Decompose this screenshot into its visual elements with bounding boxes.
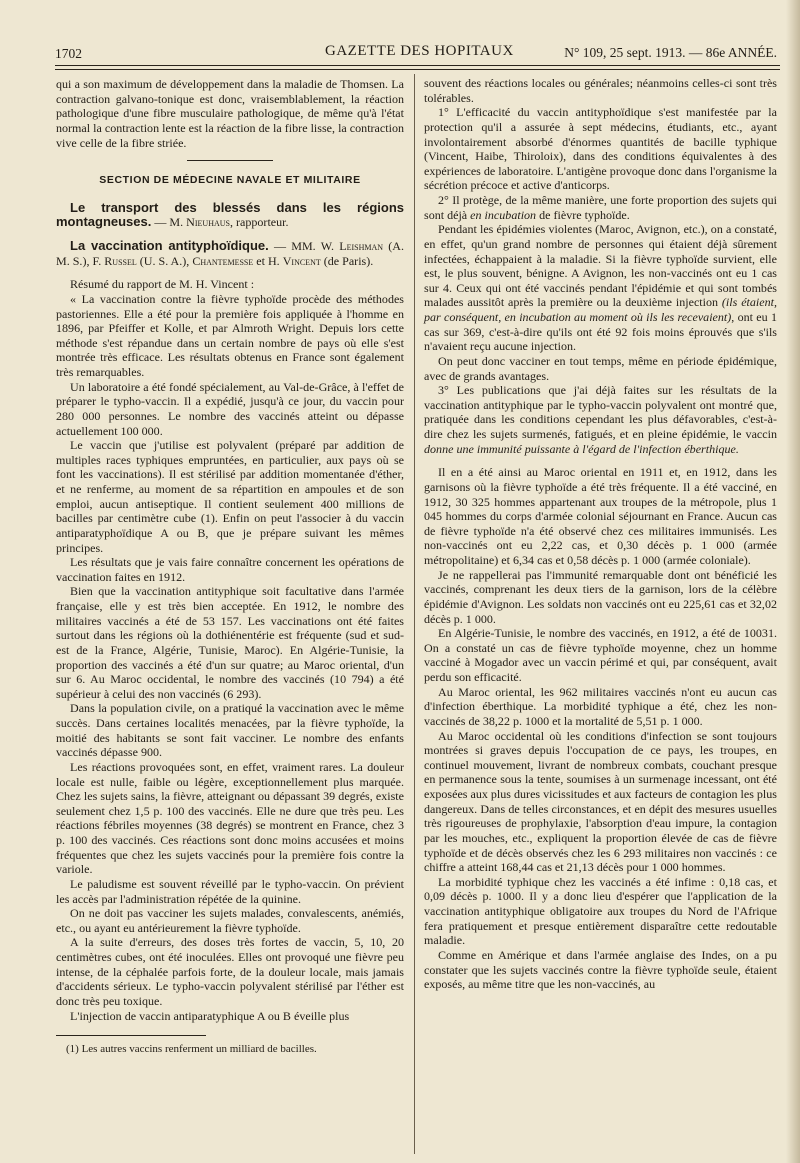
paragraph: Comme en Amérique et dans l'armée anglaise des Indes, on a pu constater que les sujets vaccinés contre la fièvre typhoïde seule, étaient exposés, au même titre que les non-vaccinés, au bbox=[424, 947, 777, 992]
paragraph: Au Maroc occidental où les conditions d'infection se sont toujours montrées si graves depuis l'occupation de ce pays, les troupes, en continuel mouvement, livrant de nombreux combats, couchant presque en permanence sous la tente, soumises à un surmenage incessant, ont été exposées aux plus dures vicissitudes et aux facteurs de contagion les plus dangereux. Dans de telles circonstances, et en dépit des mesures usuelles très rigoureuses de prophylaxie, l'absorption d'eau impure, la contagion par les mouches, etc., expliquent la proportion élevée de cas de fièvre typhoïde et de décès observés chez les 6 293 militaires non vaccinés : ce chiffre a atteint 168,44 cas et 21,13 décès pour 1 000 hommes. bbox=[424, 728, 777, 875]
author-name: Nieuhaus bbox=[186, 215, 230, 230]
paragraph: Dans la population civile, on a pratiqué la vaccination avec le même succès. Dans certaines localités menacées, par la fièvre typhoïde, la moitié des habitants se sont fait vacciner. Le nombre des enfants vaccinés dépasse 900. bbox=[56, 701, 404, 760]
paragraph: 2° Il protège, de la même manière, une forte proportion des sujets qui sont déjà en incubation de fièvre typhoïde. bbox=[424, 193, 777, 222]
author-name: Russel bbox=[104, 253, 137, 268]
paragraph: Il en a été ainsi au Maroc oriental en 1911 et, en 1912, dans les garnisons où la fièvre typhoïde a été très fréquente. Il a été vacciné, en 1912, 30 325 hommes appartenant aux troupes de la métropole, plus 1 045 hommes du corps d'armée colonial séjournant en France. Aucun cas de fièvre typhoïde n'a été observé chez ces militaires immunisés. Les non-vaccinés ont eu 2,22 cas, et 0,30 décès p. 1 000 (armée métropolitaine) et 6,34 cas et 0,58 décès p. 1 000 (armée coloniale). bbox=[424, 465, 777, 567]
footnote-rule bbox=[56, 1035, 206, 1036]
paragraph: Je ne rappellerai pas l'immunité remarquable dont ont bénéficié les vaccinés, comprenant les deux tiers de la garnison, lors de la célèbre épidémie d'Avignon. Les soldats non vaccinés ont eu 225,61 cas et 32,02 décès p. 1 000. bbox=[424, 567, 777, 626]
page-edge-shadow bbox=[786, 0, 800, 1163]
header-rule-thin bbox=[55, 69, 780, 70]
paragraph: Au Maroc oriental, les 962 militaires vaccinés n'ont eu aucun cas d'infection éberthique. La morbidité typhique a été, chez les non-vaccinés de 38,22 p. 1000 et la mortalité de 5,51 p. 1 000. bbox=[424, 684, 777, 728]
journal-title: GAZETTE DES HOPITAUX bbox=[325, 43, 514, 59]
page-number: 1702 bbox=[55, 46, 82, 61]
section-heading: SECTION DE MÉDECINE NAVALE ET MILITAIRE bbox=[99, 174, 361, 187]
author-name: Leishman bbox=[339, 239, 384, 253]
paragraph: Un laboratoire a été fondé spécialement, au Val-de-Grâce, à l'effet de préparer le typho-vaccin. Il a expédié, jusqu'à ce jour, du vaccin pour 280 000 personnes. Le nombre des vaccinés atteint ou dépasse actuellement 100 000. bbox=[56, 379, 404, 438]
paragraph: L'injection de vaccin antiparatyphique A ou B éveille plus bbox=[70, 1008, 350, 1023]
paragraph: 3° Les publications que j'ai déjà faites sur les résultats de la vaccination antityphique par le typho-vaccin polyvalent ont montré que, pratiquée dans les conditions cependant les plus défavorables, c'est-à-dire chez les sujets surmenés, fatigués, et en pleine épidémie, le vaccin donne une immunité puissante à l'égard de l'infection éberthique. bbox=[424, 383, 777, 456]
column-separator bbox=[414, 74, 415, 1154]
footnote: (1) Les autres vaccins renferment un milliard de bacilles. bbox=[66, 1043, 317, 1056]
paragraph: La morbidité typhique chez les vaccinés a été infime : 0,18 cas, et 0,09 décès p. 1000. Il y a donc lieu d'espérer que l'application de la vaccination antityphique obligatoire aux troupes du Nord de l'Afrique fera pratiquement et presque entièrement disparaître cette redoutable maladie. bbox=[424, 874, 777, 948]
paragraph: Le paludisme est souvent réveillé par le typho-vaccin. On prévient les accès par l'administration répétée de la quinine. bbox=[56, 876, 404, 906]
issue-info: N° 109, 25 sept. 1913. — 86e ANNÉE. bbox=[564, 45, 777, 60]
left-column bbox=[56, 77, 404, 1057]
headline: Le transport des blessés dans les régions montagneuses. bbox=[56, 199, 404, 230]
article-heading-transport: Le transport des blessés dans les régions montagneuses. — M. Nieuhaus, rapporteur. bbox=[56, 199, 404, 230]
summary-intro: Résumé du rapport de M. H. Vincent : bbox=[70, 277, 255, 292]
page-header bbox=[55, 38, 777, 64]
section-divider bbox=[187, 160, 273, 161]
paragraph: « La vaccination contre la fièvre typhoïde procède des méthodes pastoriennes. Elle a été pour la première fois appliquée à l'homme en 1896, par Pfeiffer et Kolle, et par Almroth Wright. Depuis lors cette méthode s'est répandue dans un certain nombre de pays où elle s'est montrée très efficace. Les résultats obtenus en France sont également très remarquables. bbox=[56, 291, 404, 379]
paragraph: Les résultats que je vais faire connaître concernent les opérations de vaccination faites en 1912. bbox=[56, 555, 404, 584]
paragraph: Le vaccin que j'utilise est polyvalent (préparé par addition de multiples races typhiques empruntées, en particulier, aux pays où se font les vaccinations). Il est stérilisé par addition momentanée d'éther, et ne renferme, au moment de sa répartition en ampoules et de son emploi, aucun antiseptique. Il contient seulement 400 millions de bacilles par centimètre cube (1). Enfin on peut l'associer à du vaccin antiparatyphoïdique A ou B, que je prépare suivant les mêmes principes. bbox=[56, 438, 404, 555]
paragraph: En Algérie-Tunisie, le nombre des vaccinés, en 1912, a été de 10031. On a constaté un cas de fièvre typhoïde moyenne, chez un homme vacciné à Mogador avec un vaccin périmé et qui, par conséquent, avait perdu son efficacité. bbox=[424, 626, 777, 684]
paragraph: Les réactions provoquées sont, en effet, vraiment rares. La douleur locale est nulle, faible ou légère, exceptionnellement plus marquée. Chez les sujets sains, la fièvre, atteignant ou dépassant 39 degrés, existe seulement chez 1,5 p. 100 des vaccinés. Elle ne dure que très peu. Les réactions fébriles moyennes (38 degrés) se montrent en France, chez 3 p. 100 des vaccinés. Ces réactions sont donc moins accusées et moins fréquentes que chez les sujets vaccinés pour la première fois contre la variole. bbox=[56, 759, 404, 877]
author-name: Vincent bbox=[282, 253, 321, 268]
paragraph: Pendant les épidémies violentes (Maroc, Avignon, etc.), on a constaté, en effet, qu'un grand nombre de personnes qui étaient déjà sûrement infectées, échappaient à la maladie. Si la fièvre typhoïde survient, elle est, le plus souvent, bénigne. A Avignon, les non-vaccinés ont eu 1 cas sur 4. Ceux qui ont été vaccinés pendant l'épidémie et qui sont tombés malades aussitôt après la première ou la deuxième injection (ils étaient, par conséquent, en incubation au moment où ils les recevaient), ont eu 1 cas sur 369, c'est-à-dire qu'ils ont été 92 fois moins éprouvés que s'ils n'avaient reçu aucune injection. bbox=[424, 222, 777, 354]
paragraph: On ne doit pas vacciner les sujets malades, convalescents, anémiés, etc., ou ayant eu antérieurement la fièvre typhoïde. bbox=[56, 906, 404, 935]
right-column bbox=[424, 76, 777, 992]
paragraph: On peut donc vacciner en tout temps, même en période épidémique, avec de grands avantages. bbox=[424, 353, 777, 383]
paragraph: souvent des réactions locales ou générales; néanmoins celles-ci sont très tolérables. bbox=[424, 76, 777, 105]
paragraph: Bien que la vaccination antityphique soit facultative dans l'armée française, elle y est très bien acceptée. En 1912, le nombre des militaires vaccinés a été de 53 157. Les vaccinations ont été faites surtout dans les régions où la dothiénentérie est fréquente (sud et sud-est de la France, Algérie, Tunisie, Maroc). En Algérie-Tunisie, la proportion des vaccinés a été d'un sur quatre; au Maroc oriental, d'un sur 6. Au Maroc occidental, le nombre des vaccinés (10 794) a été supérieur à celui des non vaccinés (6 293). bbox=[56, 584, 404, 701]
article-heading-vaccination: La vaccination antityphoïdique. — MM. W. Leishman (A. M. S.), F. Russel (U. S. A.), Chantemesse et H. Vincent (de Paris). bbox=[56, 238, 404, 268]
header-rule bbox=[55, 65, 780, 66]
paragraph: 1° L'efficacité du vaccin antityphoïdique s'est manifestée par la protection qu'il a assurée à sept médecins, étudiants, etc., ayant involontairement absorbé d'énormes quantités de bacille typhique (Vincent, Haibe, Thiroloix), dans des conditions équivalentes à des expériences de laboratoire. L'antigène provoque donc dans l'organisme la sécrétion précoce et active d'anticorps. bbox=[424, 105, 778, 193]
author-name: Chantemesse bbox=[192, 253, 254, 268]
headline: La vaccination antityphoïdique. bbox=[70, 238, 269, 253]
paragraph: A la suite d'erreurs, des doses très fortes de vaccin, 5, 10, 20 centimètres cubes, ont été inoculées. Elles ont provoqué une fièvre peu intense, de la céphalée parfois forte, de la douleur locale, mais jamais d'accidents sérieux. Le typho-vaccin polyvalent stérilisé par l'éther est donc très peu toxique. bbox=[56, 935, 404, 1008]
paragraph: qui a son maximum de développement dans la maladie de Thomsen. La contraction galvano-tonique est donc, vraisemblablement, la réaction pathologique d'une fibre musculaire pathologique, de même qu'à l'état normal la contraction lente est la réaction de la fibre lisse, la contraction vive celle de la fibre striée. bbox=[56, 77, 404, 150]
